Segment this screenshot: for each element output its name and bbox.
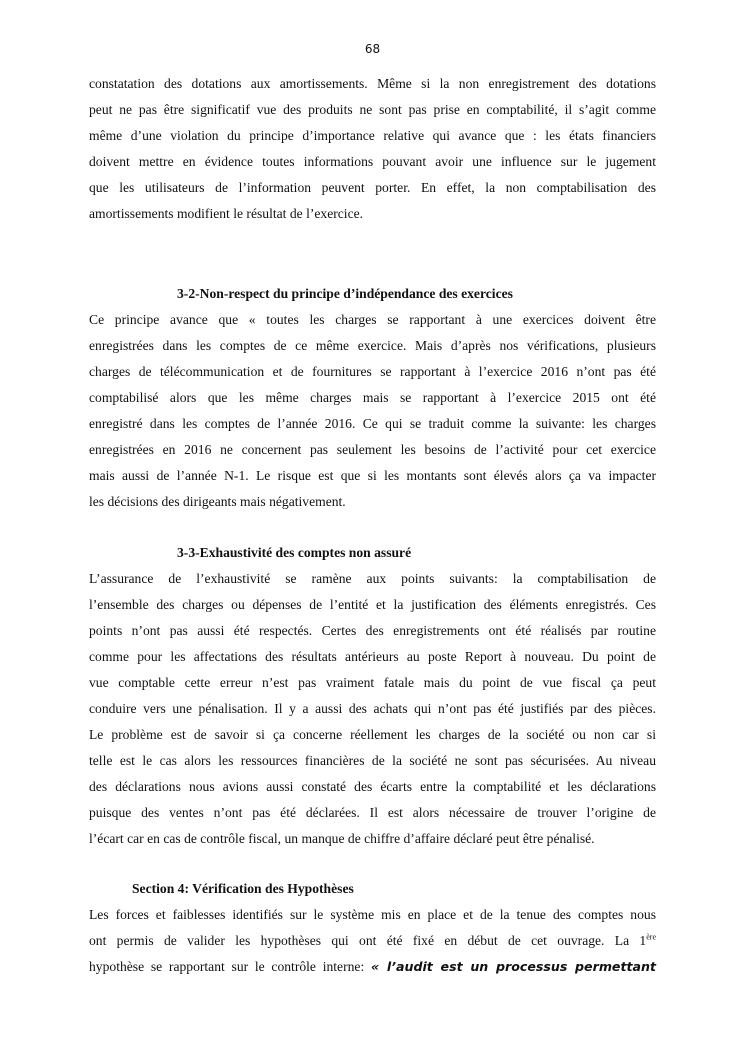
text-line: charges de télécommunication et de fournitures se rapportant à l’exercice 2016 n’ont pas été (89, 364, 656, 379)
text-line: enregistré dans les comptes de l’année 2016. Ce qui se traduit comme la suivante: les charges (89, 416, 656, 431)
text-line: puisque des ventes n’ont pas été déclarées. Il est alors nécessaire de trouver l’origine de (89, 805, 656, 820)
text-line: doivent mettre en évidence toutes informations pouvant avoir une influence sur le jugement (89, 154, 656, 169)
text-segment: hypothèse se rapportant sur le contrôle interne: (89, 959, 371, 974)
text-line: que les utilisateurs de l’information peuvent porter. En effet, la non comptabilisation des (89, 180, 656, 195)
text-line: l’ensemble des charges ou dépenses de l’entité et la justification des éléments enregistrés. Ces (89, 597, 656, 612)
text-line: amortissements modifient le résultat de l’exercice. (89, 206, 364, 221)
section-4-heading: Section 4: Vérification des Hypothèses (132, 881, 354, 896)
section-3-3-heading: 3-3-Exhaustivité des comptes non assuré (177, 545, 412, 560)
text-line: conduire vers une pénalisation. Il y a aussi des achats qui n’ont pas été justifiés par des pièces. (89, 701, 656, 716)
text-line: constatation des dotations aux amortissements. Même si la non enregistrement des dotations (89, 76, 656, 91)
text-line: l’écart car en cas de contrôle fiscal, un manque de chiffre d’affaire déclaré peut être pénalisé. (89, 831, 595, 846)
text-line: des déclarations nous avions aussi constaté des écarts entre la comptabilité et les déclarations (89, 779, 656, 794)
emphasized-quote: « l’audit est un processus permettant (370, 959, 657, 974)
page-number: 68 (364, 42, 381, 56)
text-line: enregistrées en 2016 ne concernent pas seulement les besoins de l’activité pour cet exercice (89, 442, 656, 457)
text-line: telle est le cas alors les ressources financières de la société ne sont pas sécurisées. Au niveau (89, 753, 656, 768)
section-3-2-heading: 3-2-Non-respect du principe d’indépendance des exercices (177, 286, 513, 301)
text-line (89, 928, 656, 954)
text-line: vue comptable cette erreur n’est pas vraiment fatale mais du point de vue fiscal ça peut (89, 675, 656, 690)
text-line (89, 954, 656, 980)
section-3-3-paragraph (89, 566, 656, 852)
section-4-paragraph (89, 902, 656, 980)
section-3-2-paragraph (89, 307, 656, 515)
intro-paragraph (89, 71, 656, 227)
text-line: mais aussi de l’année N-1. Le risque est que si les montants sont élevés alors ça va impacter (89, 468, 656, 483)
text-line: même d’une violation du principe d’importance relative qui avance que : les états financiers (89, 128, 656, 143)
text-segment: ont permis de valider les hypothèses qui ont été fixé en début de cet ouvrage. La 1 (89, 933, 647, 948)
text-line: Le problème est de savoir si ça concerne réellement les charges de la société ou non car si (89, 727, 656, 742)
text-line: L’assurance de l’exhaustivité se ramène aux points suivants: la comptabilisation de (89, 571, 656, 586)
text-line: Les forces et faiblesses identifiés sur le système mis en place et de la tenue des comptes nous (89, 907, 656, 922)
text-line: peut ne pas être significatif vue des produits ne sont pas prise en comptabilité, il s’agit comme (89, 102, 656, 117)
text-line: Ce principe avance que « toutes les charges se rapportant à une exercices doivent être (89, 312, 656, 327)
text-line: points n’ont pas aussi été respectés. Certes des enregistrements ont été réalisés par routine (89, 623, 656, 638)
superscript-ere: ère (646, 932, 656, 942)
text-line: comptabilisé alors que les même charges mais se rapportant à l’exercice 2015 ont été (89, 390, 656, 405)
text-line: comme pour les affectations des résultats antérieurs au poste Report à nouveau. Du point de (89, 649, 656, 664)
text-line: enregistrées dans les comptes de ce même exercice. Mais d’après nos vérifications, plusieurs (89, 338, 656, 353)
text-line: les décisions des dirigeants mais négativement. (89, 494, 346, 509)
